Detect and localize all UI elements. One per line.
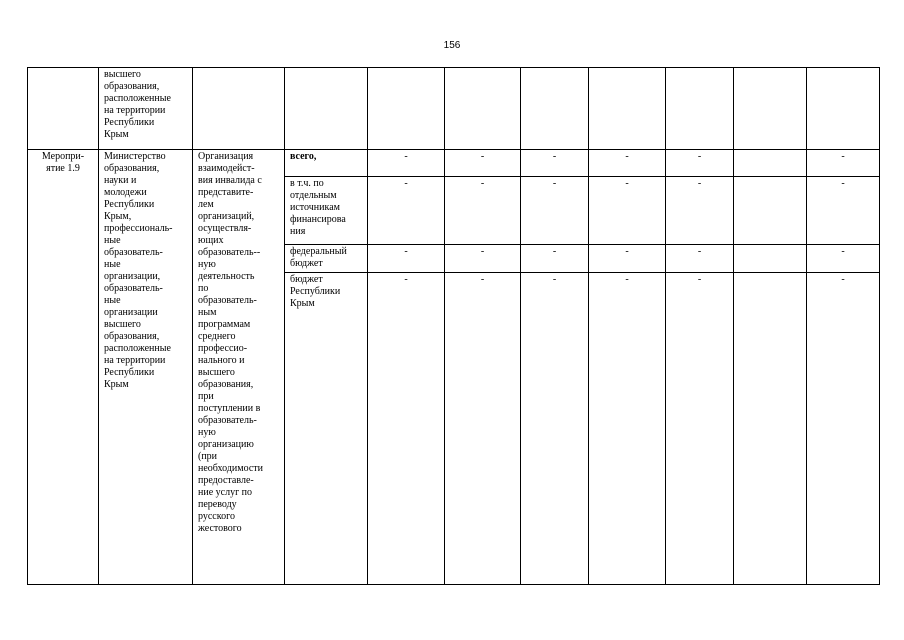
funding-source-total: всего, <box>285 150 368 177</box>
measure-cell-empty <box>28 68 99 150</box>
value-cell <box>589 68 666 150</box>
value-cell: - <box>445 150 521 177</box>
continuation-row <box>28 68 880 150</box>
funding-source-federal: федеральный бюджет <box>285 245 368 273</box>
value-cell: - <box>521 273 589 585</box>
value-cell: - <box>589 245 666 273</box>
value-cell <box>666 68 734 150</box>
value-cell: - <box>368 245 445 273</box>
executor-cell: Министерство образования, науки и молодежи Республики Крым, профессиональ- ные образователь- ные организации, образователь- ные организации высшего образования, расположенные на территории Республики Крым <box>99 150 193 585</box>
value-cell: - <box>666 245 734 273</box>
funding-source-regional: бюджет Республики Крым <box>285 273 368 585</box>
value-cell: - <box>521 150 589 177</box>
page-number: 156 <box>443 40 461 51</box>
funding-table <box>27 67 880 585</box>
value-cell: - <box>368 273 445 585</box>
value-cell: - <box>368 150 445 177</box>
value-cell: - <box>807 150 880 177</box>
value-cell: - <box>666 150 734 177</box>
description-cell: Организация взаимодейст- вия инвалида с представите- лем организаций, осуществля- ющих образователь-- ную деятельность по образователь- ным программам среднего профессио- нального и высшего образования, при поступлении в образователь- ную организацию (при необходимости предоставле- ние услуг по переводу русского жестового <box>193 150 285 585</box>
value-cell: - <box>589 273 666 585</box>
measure-name-cell: Меропри- ятие 1.9 <box>28 150 99 585</box>
value-cell: - <box>521 245 589 273</box>
value-cell: - <box>589 150 666 177</box>
value-cell <box>521 68 589 150</box>
value-cell: - <box>666 273 734 585</box>
value-cell: - <box>589 177 666 245</box>
value-cell <box>368 68 445 150</box>
funding-row-total <box>28 150 880 177</box>
funding-source-by-source: в т.ч. по отдельным источникам финансирова ния <box>285 177 368 245</box>
value-cell <box>734 150 807 177</box>
value-cell <box>734 245 807 273</box>
value-cell <box>734 68 807 150</box>
value-cell: - <box>445 177 521 245</box>
value-cell: - <box>445 245 521 273</box>
value-cell <box>734 177 807 245</box>
executor-cell-continued: высшего образования, расположенные на территории Республики Крым <box>99 68 193 150</box>
value-cell: - <box>807 273 880 585</box>
value-cell: - <box>368 177 445 245</box>
value-cell: - <box>521 177 589 245</box>
value-cell: - <box>807 177 880 245</box>
value-cell: - <box>445 273 521 585</box>
value-cell: - <box>666 177 734 245</box>
value-cell <box>734 273 807 585</box>
value-cell <box>807 68 880 150</box>
source-cell-empty <box>285 68 368 150</box>
description-cell-empty <box>193 68 285 150</box>
value-cell <box>445 68 521 150</box>
value-cell: - <box>807 245 880 273</box>
